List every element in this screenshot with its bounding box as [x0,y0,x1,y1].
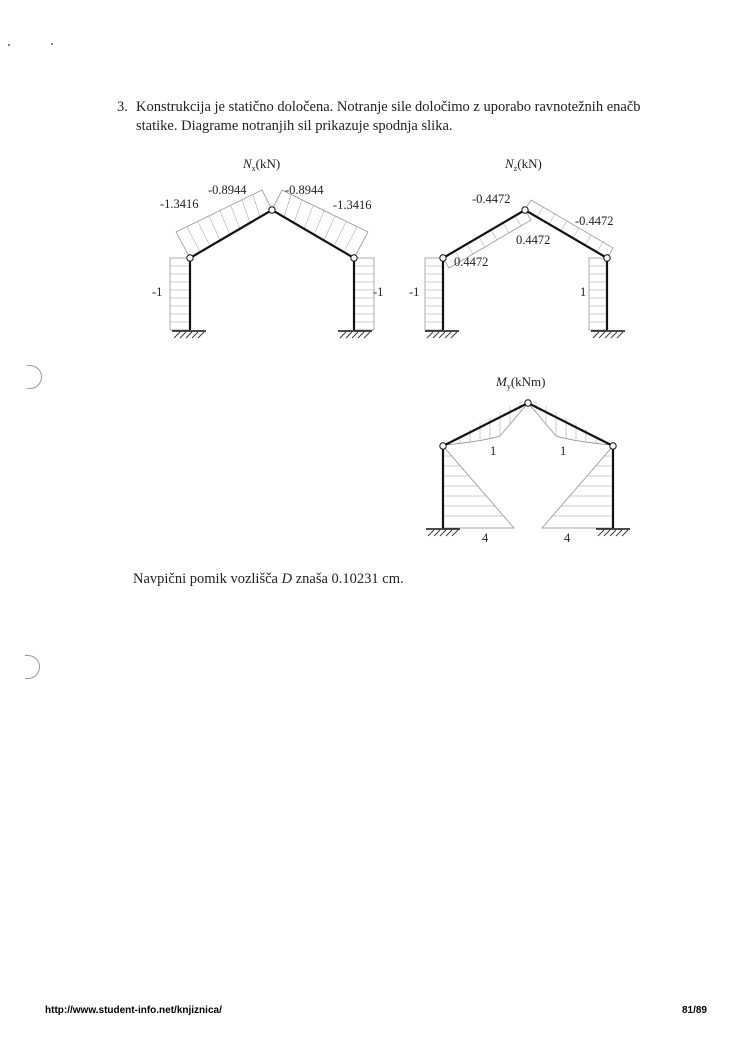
nx-title-symbol: N [243,156,252,171]
problem-number: 3. [117,99,128,115]
nx-right-column-diagram [354,258,374,330]
svg-text:Nz(kN) [504,156,542,173]
nx-title-subscript: x [251,164,256,173]
hinge-left [440,443,446,449]
nz-diagram [405,150,640,345]
nx-label-right-rafter: -1.3416 [333,198,372,212]
nz-label-top-left: -0.4472 [472,192,511,206]
problem-text-line1: Konstrukcija je statično določena. Notranje sile določimo z uporabo ravnotežnih enačb [136,99,641,115]
my-title-unit: (kNm) [510,374,546,389]
nz-label-left-rafter: 0.4472 [454,255,489,269]
svg-text:My(kNm) [495,374,546,391]
hinge-top [522,207,528,213]
scan-speck [8,44,10,46]
footer-url[interactable]: http://www.student-info.net/knjiznica/ [45,1005,222,1016]
nx-label-left-top: -0.8944 [208,183,247,197]
hinge-top [525,400,531,406]
my-label-right-rafter: 1 [560,444,567,458]
nx-label-left-column: -1 [152,285,163,299]
nx-diagram [140,150,390,345]
my-title-symbol: M [496,374,507,389]
my-left-column-diagram [443,446,514,528]
problem-text-line2: statike. Diagrame notranjih sil prikazuje spodnja slika. [136,117,453,134]
nz-left-support [425,331,459,338]
nx-label-left-rafter: -1.3416 [160,197,199,211]
result-before: Navpični pomik vozlišča [133,571,282,587]
my-right-column-diagram [542,446,613,528]
my-label-right-column: 4 [564,531,571,545]
my-label-left-rafter: 1 [490,444,497,458]
nz-label-right-column: 1 [580,285,587,299]
result-node: D [281,571,293,587]
punch-hole-mark [27,365,42,389]
hinge-right [610,443,616,449]
nx-title-unit: (kN) [255,156,281,171]
page-number: 81/89 [681,1005,707,1016]
nx-left-support [172,331,206,338]
hinge-left [440,255,446,261]
nx-left-column-diagram [170,258,190,330]
nz-title-unit: (kN) [517,156,542,171]
nx-right-support [338,331,372,338]
result-text [133,571,404,588]
nz-left-column-diagram [425,258,443,330]
problem-text [117,98,677,135]
nz-right-support [591,331,625,338]
nz-right-column-diagram [589,258,607,330]
nx-label-right-column: -1 [373,285,384,299]
scan-speck [51,43,53,45]
hinge-right [351,255,357,261]
nz-label-left-column: -1 [409,285,420,299]
nx-label-right-top: -0.8944 [285,183,324,197]
my-frame [440,400,616,528]
my-diagram [410,370,645,550]
punch-hole-mark [25,655,40,679]
hinge-right [604,255,610,261]
my-right-support [596,529,630,536]
my-title-subscript: y [506,382,511,391]
hinge-top [269,207,275,213]
nz-title-subscript: z [513,164,518,173]
nz-label-center: 0.4472 [516,233,551,247]
my-left-support [426,529,460,536]
result-after: znaša 0.10231 cm. [292,571,404,587]
nz-right-rafter-diagram [525,200,613,258]
svg-text:Nx(kN) [242,156,280,173]
my-label-left-column: 4 [482,531,489,545]
hinge-left [187,255,193,261]
nx-frame [187,207,357,330]
nz-title-symbol: N [505,156,514,171]
nz-label-right-rafter: -0.4472 [575,214,614,228]
